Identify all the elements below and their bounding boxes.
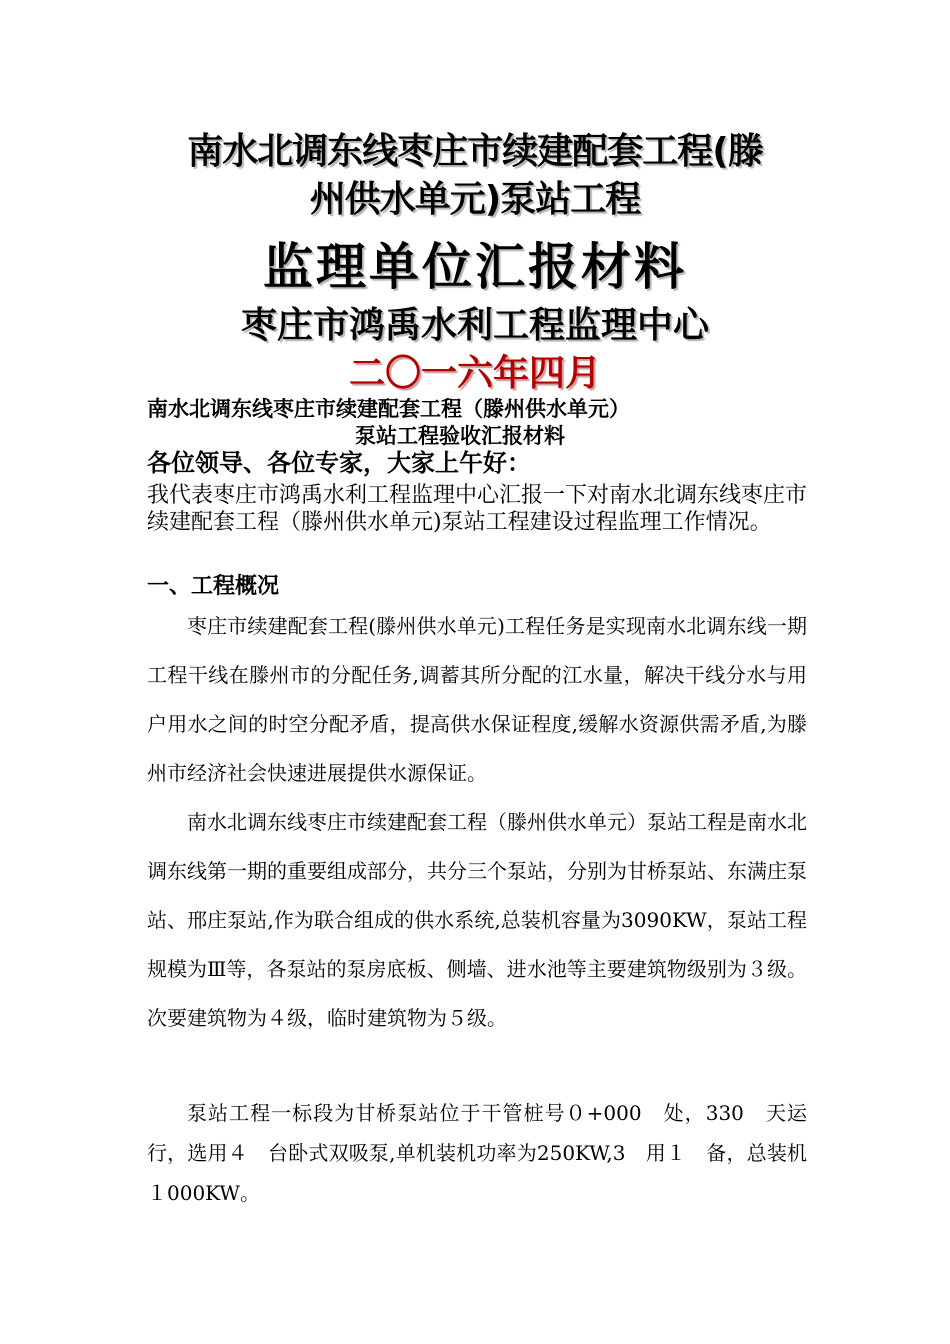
body-paragraph: 枣庄市续建配套工程(滕州供水单元)工程任务是实现南水北调东线一期工程干线在滕州市的分配任务,调蓄其所分配的江水量，解决干线分水与用户用水之间的时空分配矛盾，提高供水保证程度,缓解水资源供需矛盾,为滕州市经济社会快速进展提供水源保证。: [147, 614, 807, 785]
body-paragraph: 南水北调东线枣庄市续建配套工程（滕州供水单元）泵站工程是南水北调东线第一期的重要组成部分，共分三个泵站，分别为甘桥泵站、东满庄泵站、邢庄泵站,作为联合组成的供水系统,总装机容量为3090KW，泵站工程规模为Ⅲ等，各泵站的泵房底板、侧墙、进水池等主要建筑物级别为３级。次要建筑物为４级，临时建筑物为５级。: [147, 810, 807, 1030]
cover-title-line-1: 南水北调东线枣庄市续建配套工程(滕: [187, 131, 763, 172]
report-subtitle-line-1: 南水北调东线枣庄市续建配套工程（滕州供水单元）: [147, 397, 630, 421]
report-subtitle-line-2: 泵站工程验收汇报材料: [355, 424, 565, 448]
body-paragraph: 泵站工程一标段为甘桥泵站位于干管桩号０+000 处，330 天运行，选用４ 台卧式双吸泵,单机装机功率为250KW,3 用１ 备，总装机１000KW。: [147, 1101, 807, 1205]
cover-title-line-2: 州供水单元)泵站工程: [309, 179, 641, 220]
cover-main-title: 监理单位汇报材料: [263, 238, 687, 296]
intro-paragraph: 我代表枣庄市鸿禹水利工程监理中心汇报一下对南水北调东线枣庄市续建配套工程（滕州供水单元)泵站工程建设过程监理工作情况。: [147, 483, 808, 535]
section-heading-overview: 一、工程概况: [147, 574, 280, 599]
greeting: 各位领导、各位专家，大家上午好：: [147, 449, 531, 477]
cover-date: 二〇一六年四月: [348, 353, 601, 394]
cover-organization: 枣庄市鸿禹水利工程监理中心: [240, 305, 709, 346]
